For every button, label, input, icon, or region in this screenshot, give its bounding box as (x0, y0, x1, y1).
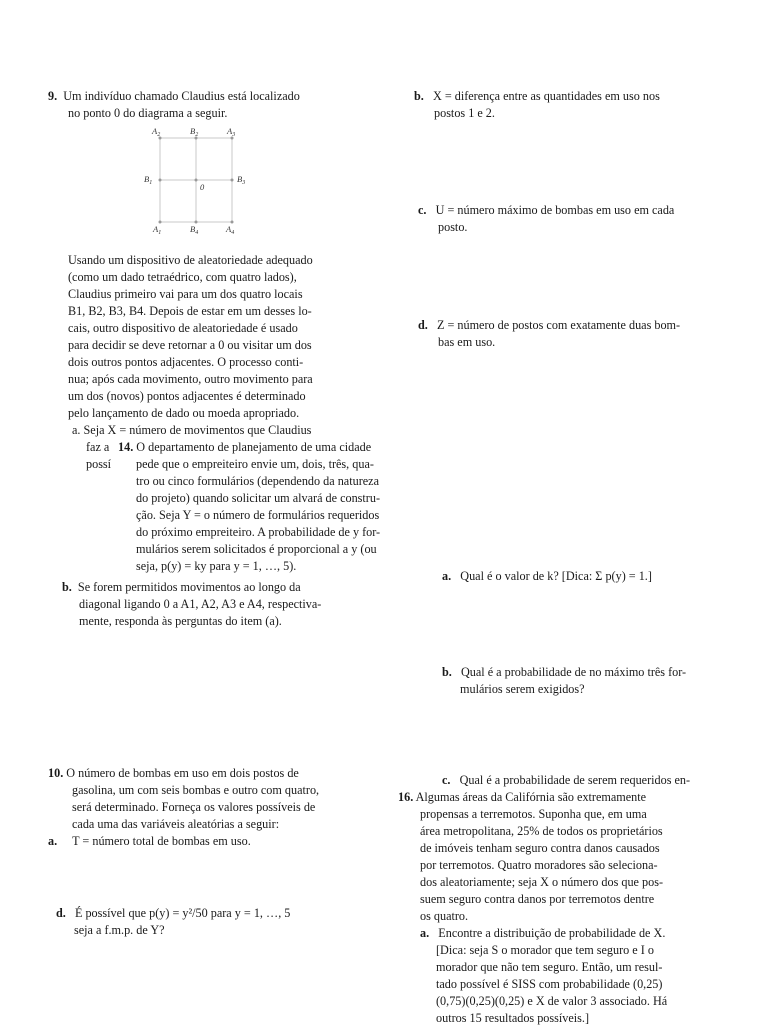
q14a: a. Qual é o valor de k? [Dica: Σ p(y) = 1.] (442, 569, 652, 583)
q10d: d. Z = número de postos com exatamente duas bom- bas em uso. (418, 318, 681, 349)
q9-para-line: um dos (novos) pontos adjacentes é determinado (68, 389, 306, 403)
q9-number: 9. (48, 89, 58, 103)
q16-number: 16. (398, 790, 414, 804)
q9-paragraph (68, 252, 368, 422)
q9-line-1: Um indivíduo chamado Claudius está localizado (63, 89, 300, 103)
q9-para-line: cais, outro dispositivo de aleatoriedade é usado (68, 321, 298, 335)
q9-para-line: Usando um dispositivo de aleatoriedade adequado (68, 253, 313, 267)
label-A2: $A_2$ (152, 126, 161, 138)
q10a-label: a. (48, 834, 58, 848)
q9-line-2: no ponto 0 do diagrama a seguir. (68, 106, 228, 120)
q9-header (48, 88, 368, 122)
q9a-cut-2: possí (86, 457, 112, 471)
q16: 16. Algumas áreas da Califórnia são extremamente propensas a terremotos. Suponha que, em uma área metropolitana, 25% de todos os proprietários de imóveis tenham seguro contra danos causados por terremotos. Quatro moradores são seleciona- dos aleatoriamente; seja X o número dos que pos- suem seguro contra danos por terremotos dentre os quatro. a. Encontre a distribuição de probabilidade de X. [Dica: seja S o morador que tem seguro e I o morador que não tem seguro. Então, um resul- tado possível é SISS com probabilidade (0,25) (0,75)(0,25)(0,25) e X de valor 3 associado. Há outros 15 resultados possíveis.] (398, 790, 668, 1025)
qd-label: d. (56, 906, 66, 920)
q14-overlay: 14. O departamento de planejamento de uma cidade pede que o empreiteiro envie um, dois, três, qua- tro ou cinco formulários (dependendo da natureza do projeto) quando solicitar um alvará de constru- ção. Seja Y = o número de formulários requeridos do próximo empreiteiro. A probabilidade de y for- mulários serem solicitados é proporcional a y (ou seja, p(y) = ky para y = 1, …, 5). (118, 439, 418, 575)
q10: 10. O número de bombas em uso em dois postos de gasolina, um com seis bombas e outro com quatro, será determinado. Forneça os valores possíveis de cada uma das variáveis aleatórias a seguir: a. T = número total de bombas em uso. (48, 766, 320, 848)
label-A3: $A_3$ (227, 126, 236, 138)
q14b: b. Qual é a probabilidade de no máximo três for- mulários serem exigidos? (442, 665, 687, 696)
q9-para-line: B1, B2, B3, B4. Depois de estar em um desses lo- (68, 304, 312, 318)
label-zero: 0 (200, 182, 205, 192)
label-A4: $A_4$ (226, 224, 235, 236)
q9-para-line: Claudius primeiro vai para um dos quatro locais (68, 287, 303, 301)
q9-para-line: para decidir se deve retornar a 0 ou visitar um dos (68, 338, 312, 352)
q10-number: 10. (48, 766, 64, 780)
q9-para-line: pelo lançamento de dado ou moeda apropriado. (68, 406, 300, 420)
q9a-cut-1: faz a (86, 440, 110, 454)
q10b: b. X = diferença entre as quantidades em uso nos postos 1 e 2. (414, 89, 660, 120)
q14-number: 14. (118, 440, 134, 454)
q10c: c. U = número máximo de bombas em uso em cada posto. (418, 203, 675, 234)
q9-para-line: nua; após cada movimento, outro movimento para (68, 372, 313, 386)
q9b-label: b. (62, 580, 72, 594)
q9a (72, 422, 372, 439)
q10d-left: d. É possível que p(y) = y²/50 para y = 1, …, 5 seja a f.m.p. de Y? (56, 906, 291, 937)
q9-para-line: dois outros pontos adjacentes. O processo conti- (68, 355, 304, 369)
label-A1: $A_1$ (153, 224, 162, 236)
q9b: b. Se forem permitidos movimentos ao longo da diagonal ligando 0 a A1, A2, A3 e A4, respectiva- mente, responda às perguntas do item (a). (62, 580, 322, 628)
q9-para-line: (como um dado tetraédrico, com quatro lados), (68, 270, 297, 284)
grid-diagram (130, 124, 260, 236)
label-B2: $B_2$ (190, 126, 199, 138)
q9a-line-1: a. Seja X = número de movimentos que Claudius (72, 423, 312, 437)
label-B3: $B_3$ (237, 174, 246, 186)
label-B4: $B_4$ (190, 224, 199, 236)
q14c: c. Qual é a probabilidade de serem requeridos en- (442, 773, 691, 787)
label-B1: $B_1$ (144, 174, 153, 186)
